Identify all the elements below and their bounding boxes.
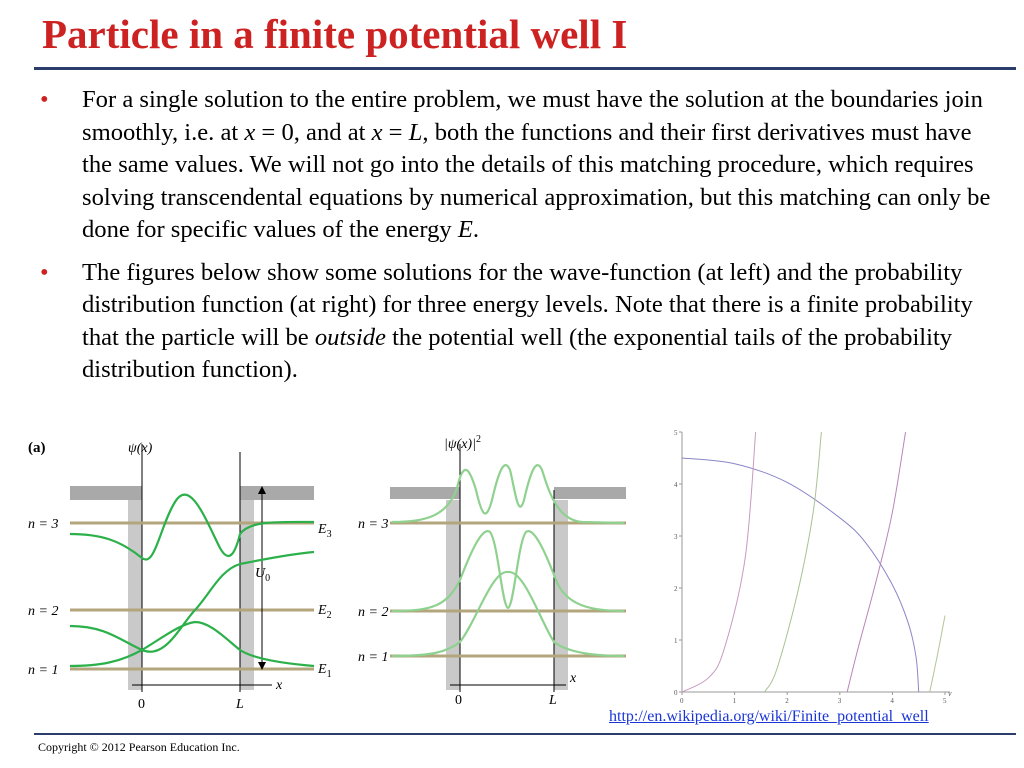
bullet-run: The figures below show some solutions for the wave-function (at left) and the probability distribution function (at right) for three energy levels. Note that there is a finite probability that the particle will be <box>82 258 973 351</box>
bullet-run: . <box>472 216 480 243</box>
y-tick-label: 0 <box>674 689 678 697</box>
x-tick-label: 4 <box>890 697 894 705</box>
left-barrier-top <box>390 487 460 499</box>
series-line-5 <box>930 616 945 692</box>
x-axis-label: x <box>276 678 283 693</box>
tick-L: L <box>236 697 244 712</box>
psi2-curve <box>70 552 314 652</box>
series-line-1 <box>682 458 919 692</box>
left-wall-shading <box>128 500 142 690</box>
source-link[interactable]: http://en.wikipedia.org/wiki/Finite_potential_well <box>609 708 929 725</box>
series-line-3 <box>765 432 822 692</box>
x-tick-label: 3 <box>837 697 842 705</box>
bullet-marker: • <box>40 258 49 286</box>
n3-label: n = 3 <box>28 517 59 532</box>
tick-zero: 0 <box>138 697 145 712</box>
x-tick-label: 0 <box>680 697 684 705</box>
right-barrier-top <box>554 487 626 499</box>
copyright-text: Copyright © 2012 Pearson Education Inc. <box>38 740 240 754</box>
slide-title: Particle in a finite potential well I <box>42 11 628 57</box>
u0-label: $U_0$ <box>255 566 271 584</box>
tick-L: L <box>549 693 557 708</box>
bullet-text-1 <box>82 86 990 243</box>
bullet-run: the potential well (the exponential tails of the probability distribution function). <box>82 323 953 383</box>
psi-axis-label: ψ(x) <box>128 441 153 456</box>
x-tick-label: 1 <box>732 697 737 705</box>
probability-figure <box>352 430 632 712</box>
e3-label: $E_3$ <box>318 522 332 540</box>
bullet-run: = <box>382 118 409 146</box>
bullet-text-2 <box>82 259 973 384</box>
series-line-2 <box>682 432 756 692</box>
series-line-4 <box>847 432 905 692</box>
bullet-list <box>40 84 1005 397</box>
bullet-run: = 0, and at <box>255 118 372 146</box>
panel-label: (a) <box>28 440 46 456</box>
wavefunction-figure <box>0 430 340 712</box>
prob1-curve <box>392 572 624 656</box>
y-tick-label: 5 <box>674 429 678 437</box>
bullet-item-2 <box>40 257 1005 387</box>
x-tick-label: 5 <box>943 697 947 705</box>
graphical-solution-chart <box>660 424 960 708</box>
italic-term: x <box>244 118 256 146</box>
y-tick-label: 1 <box>674 637 678 645</box>
n2-label: n = 2 <box>358 605 389 620</box>
psi3-curve <box>70 495 314 560</box>
right-barrier-top <box>240 486 314 500</box>
chart-x-axis-label: ν <box>948 689 952 698</box>
e1-label: $E_1$ <box>318 662 332 680</box>
psi1-curve <box>70 622 314 666</box>
tick-zero: 0 <box>455 693 462 708</box>
n1-label: n = 1 <box>28 663 59 678</box>
x-axis-label: x <box>570 671 577 686</box>
y-tick-label: 3 <box>674 533 678 541</box>
bullet-marker: • <box>40 86 49 113</box>
italic-term: outside <box>314 323 386 351</box>
n1-label: n = 1 <box>358 650 389 665</box>
left-barrier-top <box>70 486 142 500</box>
y-tick-label: 4 <box>674 481 678 489</box>
italic-term: L <box>408 118 423 146</box>
footer-divider <box>34 733 1016 735</box>
x-tick-label: 2 <box>785 697 789 705</box>
bullet-run: , both the functions and their first derivatives must have the same values. We will not go into the details of this matching procedure, which requires solving transcendental equations by numerical approximation, but this matching can only be done for specific values of the energy <box>82 118 991 243</box>
italic-term: x <box>371 118 383 146</box>
n3-label: n = 3 <box>358 517 389 532</box>
left-wall-shading <box>446 500 460 690</box>
y-tick-label: 2 <box>674 585 678 593</box>
bullet-run: For a single solution to the entire problem, we must have the solution at the boundaries join smoothly, i.e. at <box>82 86 983 146</box>
title-divider <box>34 67 1016 70</box>
italic-term: E <box>457 216 473 243</box>
n2-label: n = 2 <box>28 604 59 619</box>
bullet-item-1 <box>40 84 1005 247</box>
e2-label: $E_2$ <box>318 603 332 621</box>
prob-axis-label: $|\psi(x)|^2$ <box>444 434 481 452</box>
